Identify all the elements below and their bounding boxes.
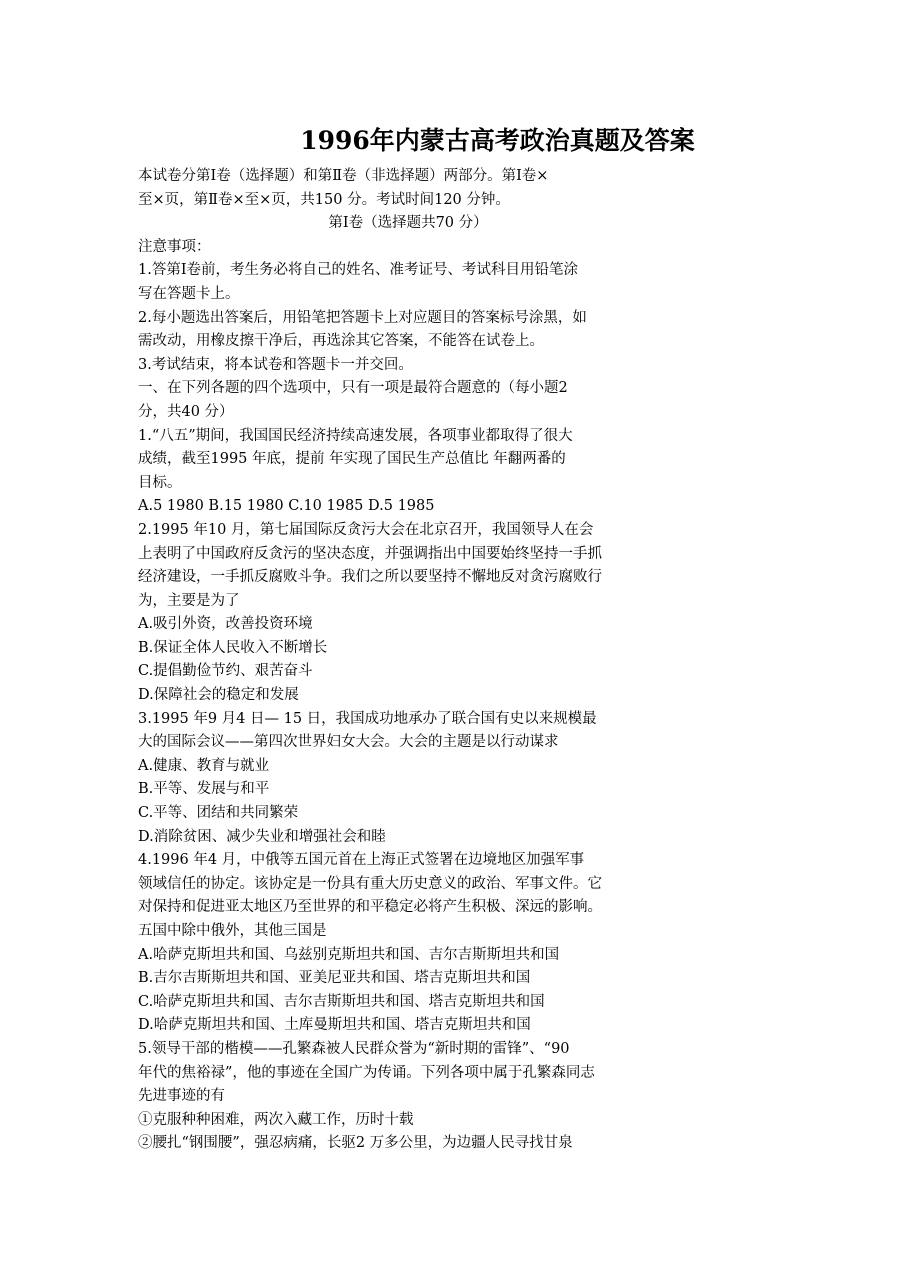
document-body xyxy=(138,165,658,1156)
note-item: 需改动，用橡皮擦干净后，再选涂其它答案，不能答在试卷上。 xyxy=(138,333,544,350)
question-text: 经济建设，一手抓反腐败斗争。我们之所以要坚持不懈地反对贪污腐败行 xyxy=(138,569,602,586)
question-text: 3.1995 年9 月4 日— 15 日，我国成功地承办了联合国有史以来规模最 xyxy=(138,710,597,727)
question-text: 1.“八五”期间，我国国民经济持续高速发展，各项事业都取得了很大 xyxy=(138,427,573,444)
note-item: 1.答第Ⅰ卷前，考生务必将自己的姓名、准考证号、考试科目用铅笔涂 xyxy=(138,262,579,279)
answer-option: C.哈萨克斯坦共和国、吉尔吉斯斯坦共和国、塔吉克斯坦共和国 xyxy=(138,993,545,1010)
answer-option: D.消除贫困、减少失业和增强社会和睦 xyxy=(138,828,386,845)
question-text: 领域信任的协定。该协定是一份具有重大历史意义的政治、军事文件。它 xyxy=(138,875,602,892)
answer-option: D.哈萨克斯坦共和国、土库曼斯坦共和国、塔吉克斯坦共和国 xyxy=(138,1017,531,1034)
question-text: 大的国际会议——第四次世界妇女大会。大会的主题是以行动谋求 xyxy=(138,734,559,751)
question-text: 年代的焦裕禄”，他的事迹在全国广为传诵。下列各项中属于孔繁森同志 xyxy=(138,1064,595,1081)
question-text: 2.1995 年10 月，第七届国际反贪污大会在北京召开，我国领导人在会 xyxy=(138,521,594,538)
question-text: 目标。 xyxy=(138,474,182,491)
answer-option: B.吉尔吉斯斯坦共和国、亚美尼亚共和国、塔吉克斯坦共和国 xyxy=(138,970,531,987)
answer-option: C.平等、团结和共同繁荣 xyxy=(138,805,299,822)
notes-heading: 注意事项： xyxy=(138,238,211,255)
question-text: 为，主要是为了 xyxy=(138,592,240,609)
answer-option: A.哈萨克斯坦共和国、乌兹别克斯坦共和国、吉尔吉斯斯坦共和国 xyxy=(138,946,560,963)
note-item: 写在答题卡上。 xyxy=(138,285,240,302)
question-text: 五国中除中俄外，其他三国是 xyxy=(138,923,327,939)
answer-option: D.保障社会的稳定和发展 xyxy=(138,687,299,704)
section-heading: 第Ⅰ卷（选择题共70 分） xyxy=(328,215,488,232)
question-text: 5.领导干部的楷模——孔繁森被人民群众誉为“新时期的雷锋”、“90 xyxy=(138,1040,570,1057)
statement-item: ①克服种种困难，两次入藏工作，历时十载 xyxy=(138,1111,414,1128)
part-instruction: 一、在下列各题的四个选项中，只有一项是最符合题意的（每小题2 xyxy=(138,380,568,397)
answer-option: C.提倡勤俭节约、艰苦奋斗 xyxy=(138,663,313,680)
answer-option: B.平等、发展与和平 xyxy=(138,781,270,798)
note-item: 3.考试结束，将本试卷和答题卡一并交回。 xyxy=(138,356,413,373)
question-text: 对保持和促进亚太地区乃至世界的和平稳定必将产生积极、深远的影响。 xyxy=(138,899,602,916)
question-text: 上表明了中国政府反贪污的坚决态度，并强调指出中国要始终坚持一手抓 xyxy=(138,545,602,562)
question-text: 先进事迹的有 xyxy=(138,1088,225,1105)
part-instruction: 分，共40 分） xyxy=(138,403,234,420)
answer-option: B.保证全体人民收入不断增长 xyxy=(138,639,328,656)
note-item: 2.每小题选出答案后，用铅笔把答题卡上对应题目的答案标号涂黑，如 xyxy=(138,309,587,326)
page-title: 1996年内蒙古高考政治真题及答案 xyxy=(300,126,695,155)
answer-option: A.健康、教育与就业 xyxy=(138,757,270,774)
question-text: 成绩，截至1995 年底，提前 年实现了国民生产总值比 年翻两番的 xyxy=(138,451,566,468)
intro-line: 至×页，第Ⅱ卷×至×页，共150 分。考试时间120 分钟。 xyxy=(138,191,510,208)
question-text: 4.1996 年4 月，中俄等五国元首在上海正式签署在边境地区加强军事 xyxy=(138,852,585,869)
answer-option: A.吸引外资，改善投资环境 xyxy=(138,616,313,633)
statement-item: ②腰扎“钢围腰”，强忍病痛，长驱2 万多公里，为边疆人民寻找甘泉 xyxy=(138,1135,573,1152)
intro-line: 本试卷分第Ⅰ卷（选择题）和第Ⅱ卷（非选择题）两部分。第Ⅰ卷× xyxy=(138,168,549,184)
answer-options: A.5 1980 B.15 1980 C.10 1985 D.5 1985 xyxy=(138,498,435,515)
